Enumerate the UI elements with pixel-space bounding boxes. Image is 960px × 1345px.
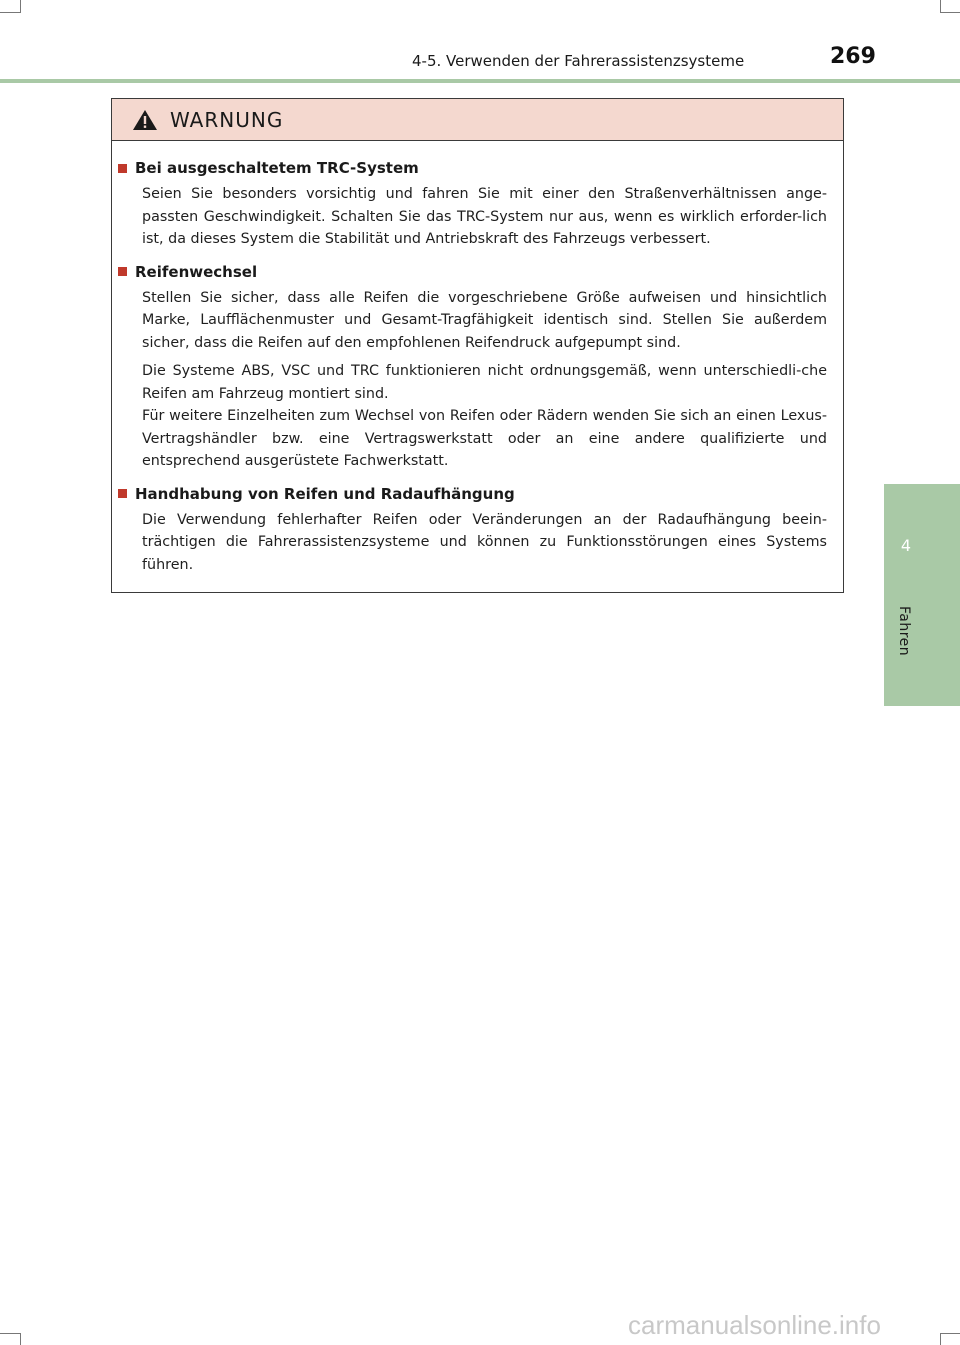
- crop-mark: [0, 1333, 20, 1334]
- crop-mark: [940, 12, 960, 13]
- chapter-tab: [884, 484, 960, 706]
- warning-section: [118, 261, 827, 473]
- chapter-label: Fahren: [896, 606, 912, 657]
- chapter-number: 4: [900, 536, 912, 555]
- warning-box: [111, 98, 844, 593]
- crop-mark: [0, 12, 20, 13]
- section-heading-text: Handhabung von Reifen und Radaufhängung: [135, 484, 515, 503]
- paragraph: Stellen Sie sicher, dass alle Reifen die vorgeschriebene Größe aufweisen und hinsichtlich Marke, Laufflächenmuster und Gesamt-Tragfähigkeit identisch sind. Stellen Sie außerdem sicher, dass die Reifen auf den empfohlenen Reifendruck aufgepumpt sind.: [142, 289, 827, 351]
- crop-mark: [940, 0, 941, 13]
- paragraph: Seien Sie besonders vorsichtig und fahren Sie mit einer den Straßenverhältnissen ange-passten Geschwindigkeit. Schalten Sie das TRC-System nur aus, wenn es wirklich erforder-lich ist, da dieses System die Stabilität und Antriebskraft des Fahrzeugs verbessert.: [142, 186, 827, 247]
- section-heading: [118, 157, 827, 179]
- paragraph: Für weitere Einzelheiten zum Wechsel von Reifen oder Rädern wenden Sie sich an einen Lexus-Vertragshändler bzw. eine Vertragswerkstatt oder an eine andere qualifizierte und entsprechend ausgerüstete Fachwerkstatt.: [142, 408, 827, 469]
- page-number: 269: [830, 44, 876, 69]
- warning-section: [118, 483, 827, 577]
- square-bullet-icon: [118, 489, 127, 498]
- warning-header: [112, 99, 843, 141]
- warning-body: [112, 141, 843, 576]
- warning-triangle-icon: [132, 109, 158, 131]
- paragraph: Die Verwendung fehlerhafter Reifen oder Veränderungen an der Radaufhängung beein-trächtigen die Fahrerassistenzsysteme und können zu Funktionsstörungen eines Systems führen.: [142, 511, 827, 573]
- warning-title: WARNUNG: [170, 107, 284, 132]
- warning-section: [118, 157, 827, 251]
- section-heading-text: Bei ausgeschaltetem TRC-System: [135, 159, 419, 177]
- watermark: carmanualsonline.info: [628, 1310, 881, 1340]
- crop-mark: [940, 1333, 941, 1345]
- crop-mark: [940, 1333, 960, 1334]
- crop-mark: [20, 0, 21, 13]
- section-heading: [118, 261, 827, 283]
- section-heading: [118, 483, 827, 505]
- section-title: 4-5. Verwenden der Fahrerassistenzsysteme: [412, 52, 745, 70]
- square-bullet-icon: [118, 164, 127, 173]
- paragraph: Die Systeme ABS, VSC und TRC funktionieren nicht ordnungsgemäß, wenn unterschiedli-che Reifen am Fahrzeug montiert sind.: [142, 363, 827, 402]
- crop-mark: [20, 1333, 21, 1345]
- square-bullet-icon: [118, 267, 127, 276]
- section-heading-text: Reifenwechsel: [135, 262, 258, 281]
- header-rule: [0, 79, 960, 83]
